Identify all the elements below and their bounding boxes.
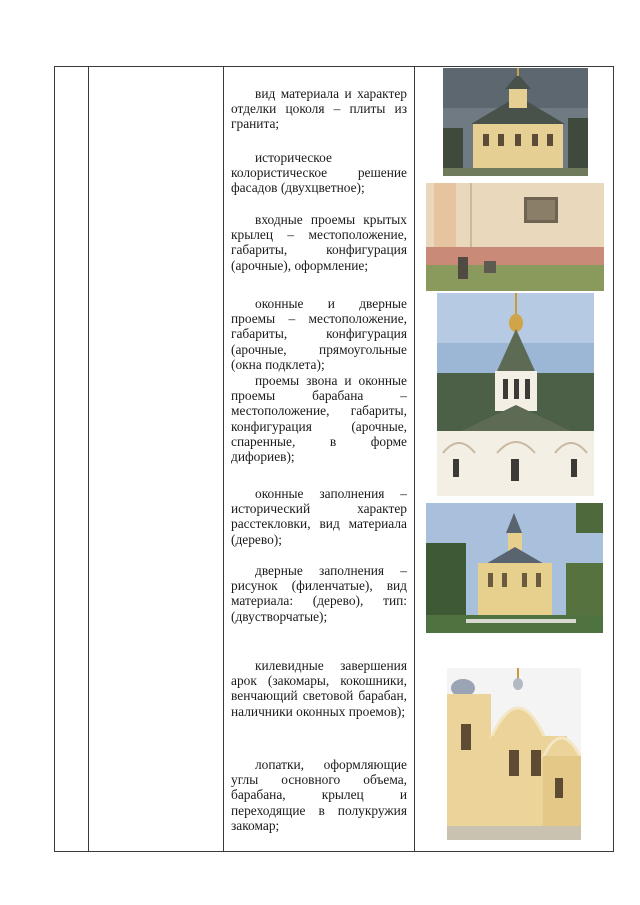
table-bottom-border <box>54 851 614 852</box>
table-col-border-5 <box>613 66 614 852</box>
bell-tower-drum-photo <box>437 293 594 496</box>
feature-bell-drum-openings: проемы звона и оконные проемы барабана – местоположение, габариты, конфигурация (арочные, спаренные, в форме дифориев); <box>231 373 407 465</box>
table-col-border-3 <box>223 66 224 852</box>
plinth-plaque-photo <box>426 183 604 291</box>
feature-window-door-openings: оконные и дверные проемы – местоположение, габариты, конфигурация (арочные, прямоугольные (окна подклета); <box>231 296 407 372</box>
feature-pilasters: лопатки, оформляющие углы основного объема, барабана, крылец и переходящие в полукружия закомар; <box>231 757 407 833</box>
feature-door-fillings: дверные заполнения – рисунок (филенчатые), вид материала: (дерево), тип: (двустворчатые); <box>231 563 407 624</box>
church-facade-photo <box>443 68 588 176</box>
feature-plinth: вид материала и характер отделки цоколя – плиты из гранита; <box>231 86 407 132</box>
table-col-border-2 <box>88 66 89 852</box>
table-col-border-1 <box>54 66 55 852</box>
feature-color-scheme: историческое колористическое решение фасадов (двухцветное); <box>231 150 407 196</box>
church-corner-view-photo <box>447 668 581 840</box>
church-side-view-photo <box>426 503 603 633</box>
table-col-border-4 <box>414 66 415 852</box>
feature-entrance-openings: входные проемы крытых крылец – местоположение, габариты, конфигурация (арочные), оформление; <box>231 212 407 273</box>
feature-window-fillings: оконные заполнения – исторический характер расстекловки, вид материала (дерево); <box>231 486 407 547</box>
feature-keel-arches: килевидные завершения арок (закомары, кокошники, венчающий световой барабан, наличники оконных проемов); <box>231 658 407 719</box>
table-top-border <box>54 66 614 67</box>
